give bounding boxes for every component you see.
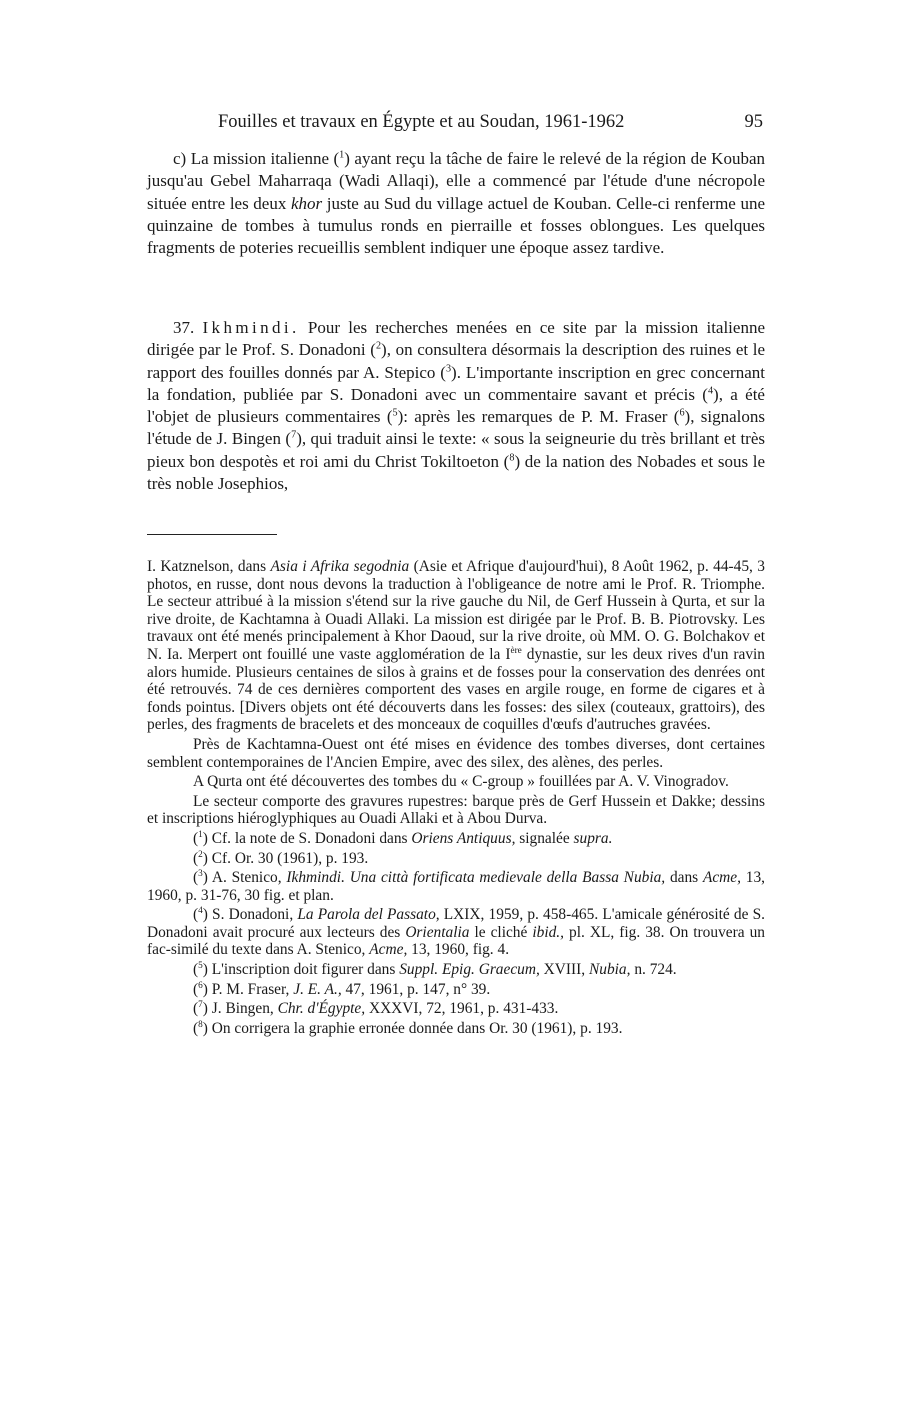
section-number: 37. [173,318,195,337]
footnote-5: ($^5$) L'inscription doit figurer dans Suppl. Epig. Graecum, XVIII, Nubia, n. 724. [193,959,677,979]
footnote-7: ($^7$) J. Bingen, Chr. d'Égypte, XXXVI, 72, 1961, p. 431-433. [193,999,559,1018]
text-italic: Ikhmindi. Una città fortificata medievale della Bassa Nubia, [286,869,666,887]
text-segment: LXIX, 1959, p. 458-465. L'amicale générosité de S. Donadoni avait procuré aux lecteurs des [147,906,765,941]
footnotes [147,558,765,1039]
running-header [148,112,765,138]
text-segment: Cf. Or. 30 (1961), p. 193. [207,849,369,867]
text-italic: Acme, [702,869,741,887]
footnote-ref: 6 [679,407,685,419]
footnote-ref: 4 [707,385,714,397]
text-segment: n. 724. [630,961,677,979]
footnote-number: 6 [198,979,203,990]
footnote-number: 3 [198,867,203,878]
footnote-number: 1 [198,828,203,839]
footnote-number: 7 [198,999,203,1010]
text-segment: P. M. Fraser, [207,980,294,998]
text-segment: 13, 1960, fig. 4. [407,941,510,959]
footnote-ref: 3 [445,362,452,374]
text-italic: Chr. d'Égypte, [277,1000,366,1018]
text-italic: Acme, [369,941,408,959]
text-segment: ) de la nation des Nobades et sous le très noble Josephios, [147,451,765,494]
text-italic: khor [290,193,323,213]
footnote-3: ($^3$) A. Stenico, Ikhmindi. Una città fortificata medievale della Bassa Nubia, dans Acme, 13, 1960, p. 31-76, 30 fig. et plan. [147,867,765,904]
footnote-1: ($^1$) Cf. la note de S. Donadoni dans Oriens Antiquus, signalée supra. [193,828,613,847]
footnote-number: 8 [198,1018,203,1029]
text-segment: XVIII, [539,961,589,979]
footnote-continued [147,558,765,734]
text-italic: supra. [573,829,613,847]
footnote-number: 4 [198,905,203,916]
footnote-subparagraph: A Qurta ont été découvertes des tombes du « C-group » fouillées par A. V. Vinogradov. [193,773,729,791]
footnote-separator [147,534,277,535]
text-italic: Oriens Antiquus, [411,829,516,847]
text-segment: c) La mission italienne ( [173,149,340,168]
paragraph-c [147,148,765,259]
text-segment: dans [665,869,703,887]
footnote-subparagraph: Près de Kachtamna-Ouest ont été mises en évidence des tombes diverses, dont certaines semblent contemporaines de l'Ancien Empire, avec des silex, des alènes, des perles. [147,735,765,771]
text-italic: Asia i Afrika segodnia [270,558,410,575]
text-italic: Nubia, [588,961,631,979]
footnote-6: ($^6$) P. M. Fraser, J. E. A., 47, 1961, p. 147, n° 39. [193,979,491,998]
footnote-ref: 1 [339,149,345,161]
running-title: Fouilles et travaux en Égypte et au Soudan, 1961-1962 [218,112,625,132]
footnote-4: ($^4$) S. Donadoni, La Parola del Passato, LXIX, 1959, p. 458-465. L'amicale générosité de S. Donadoni avait procuré aux lecteurs des Orientalia le cliché ibid., pl. XL, fig. 38. On trouvera un fac-similé du texte dans A. Stenico, Acme, 13, 1960, fig. 4. [147,905,765,959]
footnote-2: ($^2$) Cf. Or. 30 (1961), p. 193. [193,848,369,867]
superscript: ère [510,644,522,655]
section-place-heading: Ikhmindi. [202,318,300,337]
text-segment: ) ayant reçu la tâche de faire le relevé de la région de Kouban jusqu'au Gebel Maharraqa (Wadi Allaqi), elle a commencé par l'étude d'une nécropole située entre les deux [147,149,765,213]
text-segment: ): après les remarques de P. M. Fraser ( [397,407,680,427]
footnote-number: 5 [198,959,203,970]
text-segment: signalée [515,829,574,847]
footnote-ref: 8 [509,452,515,464]
text-segment: I. Katznelson, dans [147,558,271,575]
text-italic: Orientalia [405,923,470,941]
text-segment: Pour les recherches menées en ce site par la mission italienne dirigée par le Prof. S. Donadoni ( [147,318,765,360]
text-segment: L'inscription doit figurer dans [207,961,400,979]
text-segment: dynastie, sur les deux rives d'un ravin alors humide. Plusieurs centaines de silos à grains et de fosses pour la conservation des denrées ont été retrouvés. 74 de ces dernières comportent des vases en argile rouge, en forme de cigares et à fonds pointus. [Divers objets ont été découverts dans les fosses: des silex (couteaux, grattoirs), des perles, des fragments de bracelets et des monceaux de coquilles d'œufs d'autruches gravées. [147,645,765,734]
text-segment: J. Bingen, [207,1000,278,1018]
paragraph-37 [147,317,765,495]
text-segment: A. Stenico, [207,869,287,887]
text-segment: ), a été l'objet de plusieurs commentaires ( [147,384,765,427]
text-segment: pl. XL, fig. 38. On trouvera un fac-similé du texte dans A. Stenico, [147,923,765,959]
text-italic: J. E. A., [293,980,342,998]
footnote-number: 2 [198,848,203,859]
footnote-8: ($^8$) On corrigera la graphie erronée donnée dans Or. 30 (1961), p. 193. [193,1018,623,1037]
page-number: 95 [744,112,763,132]
footnote-ref: 5 [392,407,398,419]
text-segment: le cliché [469,923,533,941]
text-segment: On corrigera la graphie erronée donnée dans Or. 30 (1961), p. 193. [207,1019,623,1037]
text-segment: S. Donadoni, [207,906,298,924]
footnote-ref: 7 [291,429,297,441]
text-italic: ibid., [532,923,564,941]
text-segment: ), signalons l'étude de J. Bingen ( [147,407,765,449]
text-segment: 47, 1961, p. 147, n° 39. [341,980,491,998]
text-segment: ), on consultera désormais la description des ruines et le rapport des fouilles donnés par A. Stepico ( [147,340,765,382]
text-segment: 13, 1960, p. 31-76, 30 fig. et plan. [147,869,765,904]
paragraph-37-text [147,317,765,495]
text-segment: juste au Sud du village actuel de Kouban. Celle-ci renferme une quinzaine de tombes à tumulus ronds en pierraille et fosses oblongues. Les quelques fragments de poteries recueillis semblent indiquer une époque assez tardive. [147,193,766,258]
text-italic: La Parola del Passato, [297,906,440,924]
text-italic: Suppl. Epig. Graecum, [399,961,540,979]
footnote-ref: 2 [375,340,382,352]
text-segment: ), qui traduit ainsi le texte: « sous la seigneurie du très brillant et très pieux bon despotès et roi ami du Christ Tokiltoeton ( [147,429,765,471]
footnote-subparagraph: Le secteur comporte des gravures rupestres: barque près de Gerf Hussein et Dakke; dessins et inscriptions hiéroglyphiques au Ouadi Allaki et à Abou Durva. [147,792,765,828]
text-segment: (Asie et Afrique d'aujourd'hui), 8 Août 1962, p. 44-45, 3 photos, en russe, dont nous devons la traduction à l'obligeance de notre ami le Prof. R. Triomphe. Le secteur attribué à la mission s'étend sur la rive gauche du Nil, de Gerf Hussein à Qurta, et sur la rive droite, de Kachtamna à Ouadi Allaki. La mission est dirigée par le Prof. B. B. Piotrovsky. Les travaux ont été menés principalement à Khor Daoud, sur la rive droite, où MM. O. G. Bolchakov et N. Ia. Merpert ont fouillé une vaste agglomération de la I [147,558,766,663]
text-segment: ). L'importante inscription en grec concernant la fondation, publiée par S. Donadoni avec un commentaire savant et précis ( [147,362,765,404]
paragraph-c-text [147,148,765,259]
text-segment: Cf. la note de S. Donadoni dans [207,829,412,847]
text-segment: XXXVI, 72, 1961, p. 431-433. [365,1000,559,1018]
